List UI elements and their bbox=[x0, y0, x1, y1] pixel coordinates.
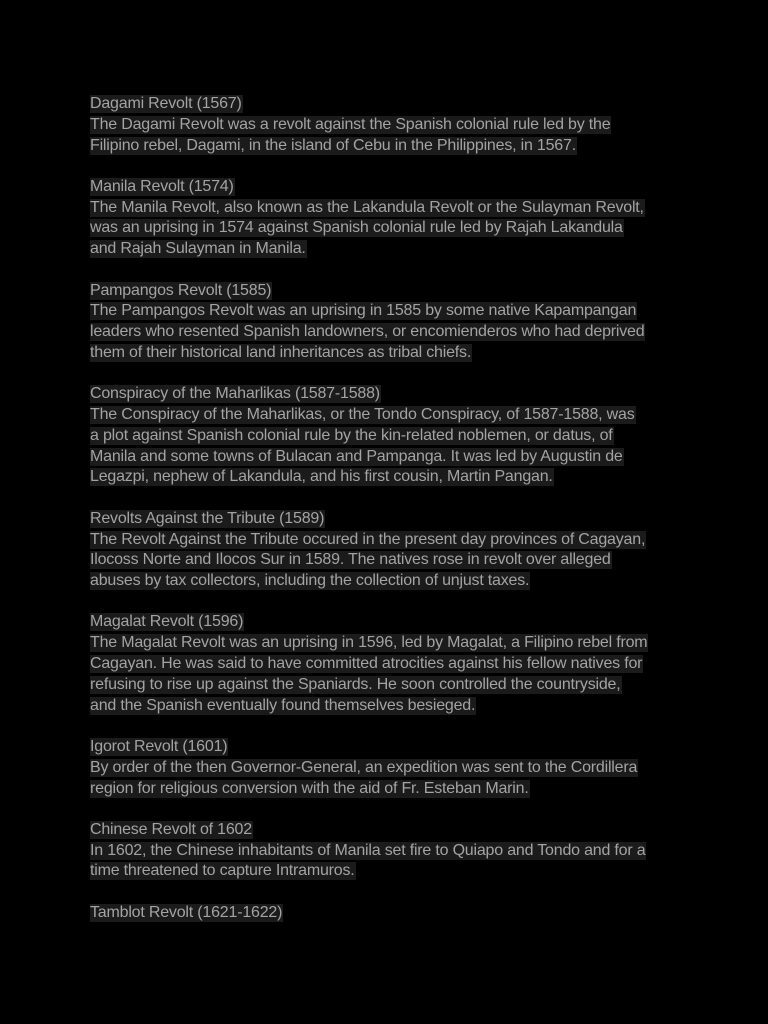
section-body-line: The Conspiracy of the Maharlikas, or the Tondo Conspiracy, of 1587-1588, was bbox=[90, 406, 635, 424]
section-body-line: The Revolt Against the Tribute occured in the present day provinces of Cagayan, bbox=[90, 530, 646, 548]
section-heading: Magalat Revolt (1596) bbox=[90, 613, 244, 631]
section-heading: Revolts Against the Tribute (1589) bbox=[90, 509, 325, 527]
section-body-line: The Pampangos Revolt was an uprising in 1585 by some native Kapampangan bbox=[90, 302, 637, 320]
section-body-line: a plot against Spanish colonial rule by the kin-related noblemen, or datus, of bbox=[90, 426, 613, 444]
section-body-line: By order of the then Governor-General, an expedition was sent to the Cordillera bbox=[90, 758, 638, 776]
section-body-line: The Manila Revolt, also known as the Lakandula Revolt or the Sulayman Revolt, bbox=[90, 198, 644, 216]
section-body-line: The Dagami Revolt was a revolt against the Spanish colonial rule led by the bbox=[90, 115, 611, 133]
section-body-line: time threatened to capture Intramuros. bbox=[90, 862, 355, 880]
section-body-line: The Magalat Revolt was an uprising in 1596, led by Magalat, a Filipino rebel from bbox=[90, 634, 648, 652]
revolt-section bbox=[90, 177, 690, 260]
section-heading: Igorot Revolt (1601) bbox=[90, 737, 228, 755]
section-body-line: Legazpi, nephew of Lakandula, and his first cousin, Martin Pangan. bbox=[90, 468, 553, 486]
revolt-section bbox=[90, 903, 690, 924]
section-heading: Conspiracy of the Maharlikas (1587-1588) bbox=[90, 385, 380, 403]
revolt-section bbox=[90, 612, 690, 716]
section-body-line: refusing to rise up against the Spaniards. He soon controlled the countryside, bbox=[90, 675, 621, 693]
revolt-section bbox=[90, 94, 690, 156]
section-body-line: and the Spanish eventually found themselves besieged. bbox=[90, 696, 476, 714]
section-heading: Tamblot Revolt (1621-1622) bbox=[90, 903, 283, 921]
section-body-line: Manila and some towns of Bulacan and Pampanga. It was led by Augustin de bbox=[90, 447, 623, 465]
document-body bbox=[90, 94, 690, 944]
revolt-section bbox=[90, 509, 690, 592]
section-heading: Pampangos Revolt (1585) bbox=[90, 281, 272, 299]
section-body-line: leaders who resented Spanish landowners, or encomienderos who had deprived bbox=[90, 323, 645, 341]
section-heading: Manila Revolt (1574) bbox=[90, 177, 234, 195]
section-body-line: Ilocoss Norte and Ilocos Sur in 1589. The natives rose in revolt over alleged bbox=[90, 551, 611, 569]
section-body-line: In 1602, the Chinese inhabitants of Manila set fire to Quiapo and Tondo and for a bbox=[90, 841, 646, 859]
revolt-section bbox=[90, 737, 690, 799]
revolt-section bbox=[90, 384, 690, 488]
section-body-line: and Rajah Sulayman in Manila. bbox=[90, 240, 306, 258]
section-body-line: Filipino rebel, Dagami, in the island of Cebu in the Philippines, in 1567. bbox=[90, 136, 576, 154]
revolt-section bbox=[90, 820, 690, 882]
section-body-line: region for religious conversion with the aid of Fr. Esteban Marin. bbox=[90, 779, 529, 797]
section-heading: Chinese Revolt of 1602 bbox=[90, 820, 252, 838]
section-body-line: abuses by tax collectors, including the collection of unjust taxes. bbox=[90, 572, 530, 590]
section-body-line: Cagayan. He was said to have committed atrocities against his fellow natives for bbox=[90, 655, 643, 673]
revolt-section bbox=[90, 281, 690, 364]
section-heading: Dagami Revolt (1567) bbox=[90, 95, 242, 112]
section-body-line: them of their historical land inheritances as tribal chiefs. bbox=[90, 343, 472, 361]
section-body-line: was an uprising in 1574 against Spanish colonial rule led by Rajah Lakandula bbox=[90, 219, 623, 237]
